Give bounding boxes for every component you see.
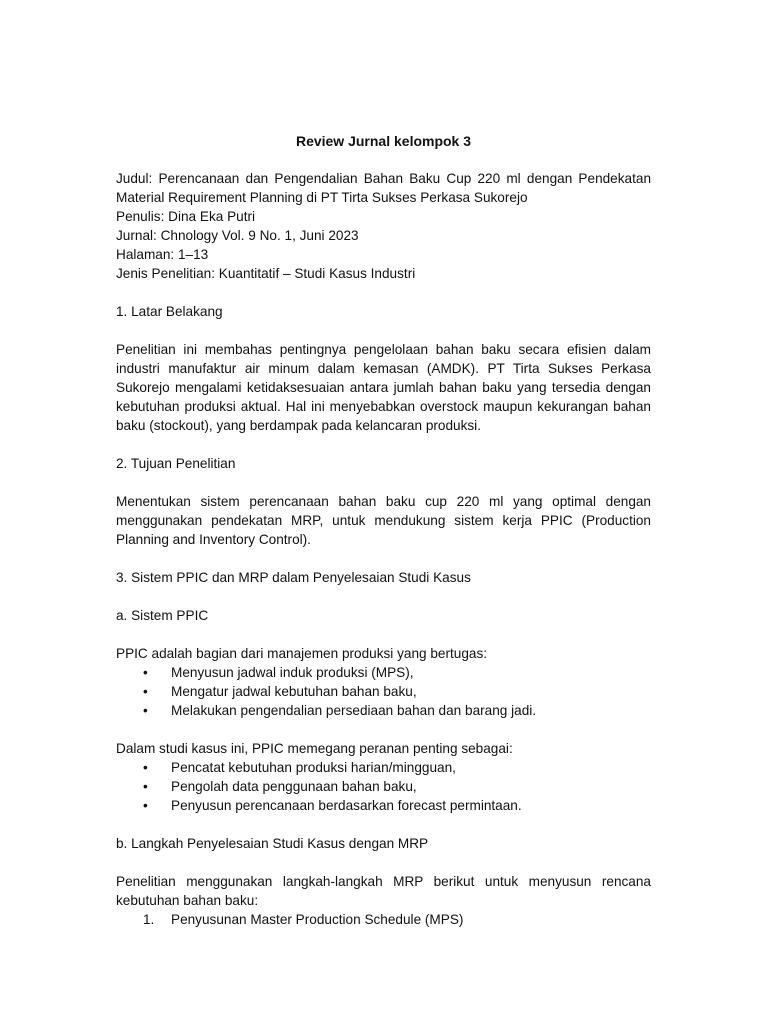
list-item: • Pencatat kebutuhan produksi harian/mingguan, [143,760,456,775]
bullet-icon: • [143,798,148,813]
bullet-icon: • [143,665,148,680]
section-1-heading: 1. Latar Belakang [116,304,223,319]
ppic-duties-list [116,663,651,720]
section-3a-heading: a. Sistem PPIC [116,608,209,623]
step-number: 1. [143,912,155,927]
ppic-roles-list [116,758,651,815]
list-item: • Mengatur jadwal kebutuhan bahan baku, [143,684,417,699]
list-item: • Melakukan pengendalian persediaan bahan dan barang jadi. [143,703,537,718]
meta-penulis: Penulis: Dina Eka Putri [116,209,256,224]
section-2-body: Menentukan sistem perencanaan bahan baku cup 220 ml yang optimal dengan menggunakan pendekatan MRP, untuk mendukung sistem kerja PPIC (Production Planning and Inventory Control). [116,494,651,547]
page-title: Review Jurnal kelompok 3 [295,133,472,149]
bullet-icon: • [143,703,148,718]
meta-jenis: Jenis Penelitian: Kuantitatif – Studi Kasus Industri [116,266,416,281]
bullet-icon: • [143,684,148,699]
meta-judul: Judul: Perencanaan dan Pengendalian Bahan Baku Cup 220 ml dengan Pendekatan Material Requirement Planning di PT Tirta Sukses Perkasa Sukorejo [116,171,651,205]
mrp-steps-list [116,910,651,929]
section-3-heading: 3. Sistem PPIC dan MRP dalam Penyelesaian Studi Kasus [116,570,471,585]
section-3b-heading: b. Langkah Penyelesaian Studi Kasus dengan MRP [116,836,429,851]
bullet-icon: • [143,760,148,775]
list-item: • Pengolah data penggunaan bahan baku, [143,779,417,794]
list-item: • Penyusun perencanaan berdasarkan forecast permintaan. [143,798,522,813]
section-3a-intro: PPIC adalah bagian dari manajemen produksi yang bertugas: [116,646,488,661]
meta-jurnal: Jurnal: Chnology Vol. 9 No. 1, Juni 2023 [116,228,359,243]
document-content [116,132,651,929]
section-3b-intro: Penelitian menggunakan langkah-langkah MRP berikut untuk menyusun rencana kebutuhan bahan baku: [116,874,651,908]
meta-halaman: Halaman: 1–13 [116,247,209,262]
section-2-heading: 2. Tujuan Penelitian [116,456,236,471]
section-3a-intro-2: Dalam studi kasus ini, PPIC memegang peranan penting sebagai: [116,741,513,756]
section-1-body: Penelitian ini membahas pentingnya pengelolaan bahan baku secara efisien dalam industri manufaktur air minum dalam kemasan (AMDK). PT Tirta Sukses Perkasa Sukorejo mengalami ketidaksesuaian antara jumlah bahan baku yang tersedia dengan kebutuhan produksi aktual. Hal ini menyebabkan overstock maupun kekurangan bahan baku (stockout), yang berdampak pada kelancaran produksi. [116,342,651,433]
bullet-icon: • [143,779,148,794]
list-item: 1. Penyusunan Master Production Schedule (MPS) [143,912,464,927]
list-item: • Menyusun jadwal induk produksi (MPS), [143,665,414,680]
